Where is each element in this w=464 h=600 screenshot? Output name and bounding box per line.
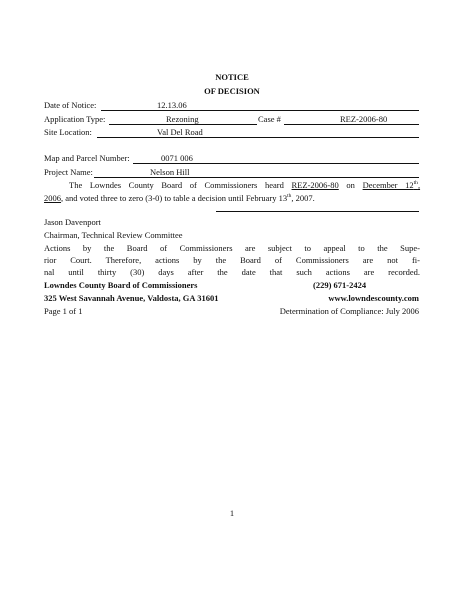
date-of-notice-value: 12.13.06 [157,100,187,110]
appeal-notice-line2: rior Court. Therefore, actions by the Board of Commissioners are not fi- [44,255,420,265]
board-address: 325 West Savannah Avenue, Valdosta, GA 31601 [44,293,219,303]
decision-text-d: , 2007. [291,193,315,203]
board-name: Lowndes County Board of Commissioners [44,280,198,290]
date-of-notice-label: Date of Notice: [44,100,97,110]
map-parcel-value: 0071 006 [161,153,193,163]
decision-title: OF DECISION [204,86,260,96]
decision-paragraph-line1: The Lowndes County Board of Commissioners heard REZ-2006-80 on December 12th, [69,180,421,190]
date-of-notice-line [101,100,419,111]
project-name-line [94,167,419,178]
decision-paragraph-line2 [44,193,315,203]
notice-title: NOTICE [215,72,249,82]
appeal-notice-line1: Actions by the Board of Commissioners are subject to appeal to the Supe- [44,243,420,253]
board-website: www.lowndescounty.com [328,293,419,303]
appeal-notice-line3: nal until thirty (30) days after the date that such actions are recorded. [44,267,420,277]
compliance-date: Determination of Compliance: July 2006 [279,306,419,316]
decision-case-ref: REZ-2006-80 [291,180,339,190]
decision-text-b: on [346,180,355,190]
decision-table-date-sup: th [287,193,292,200]
decision-text-a: The Lowndes County Board of Commissioners heard [69,180,284,190]
application-type-label: Application Type: [44,114,106,124]
site-location-label: Site Location: [44,127,92,137]
signer-title: Chairman, Technical Review Committee [44,230,183,240]
case-number-label: Case # [258,114,281,124]
decision-hearing-date: December 12th [362,180,418,190]
application-type-value: Rezoning [166,114,199,124]
project-name-label: Project Name: [44,167,93,177]
decision-hearing-year: 2006 [44,193,61,203]
case-number-value: REZ-2006-80 [340,114,388,124]
site-location-line [97,127,419,138]
page-number: 1 [229,508,235,518]
decision-text-c: , and voted three to zero (3-0) to table a decision until February 13 [61,193,288,203]
page-count: Page 1 of 1 [44,306,83,316]
signature-line [216,211,419,212]
board-phone: (229) 671-2424 [313,280,367,290]
signer-name: Jason Davenport [44,217,101,227]
project-name-value: Nelson Hill [150,167,190,177]
site-location-value: Val Del Road [157,127,203,137]
map-parcel-label: Map and Parcel Number: [44,153,130,163]
